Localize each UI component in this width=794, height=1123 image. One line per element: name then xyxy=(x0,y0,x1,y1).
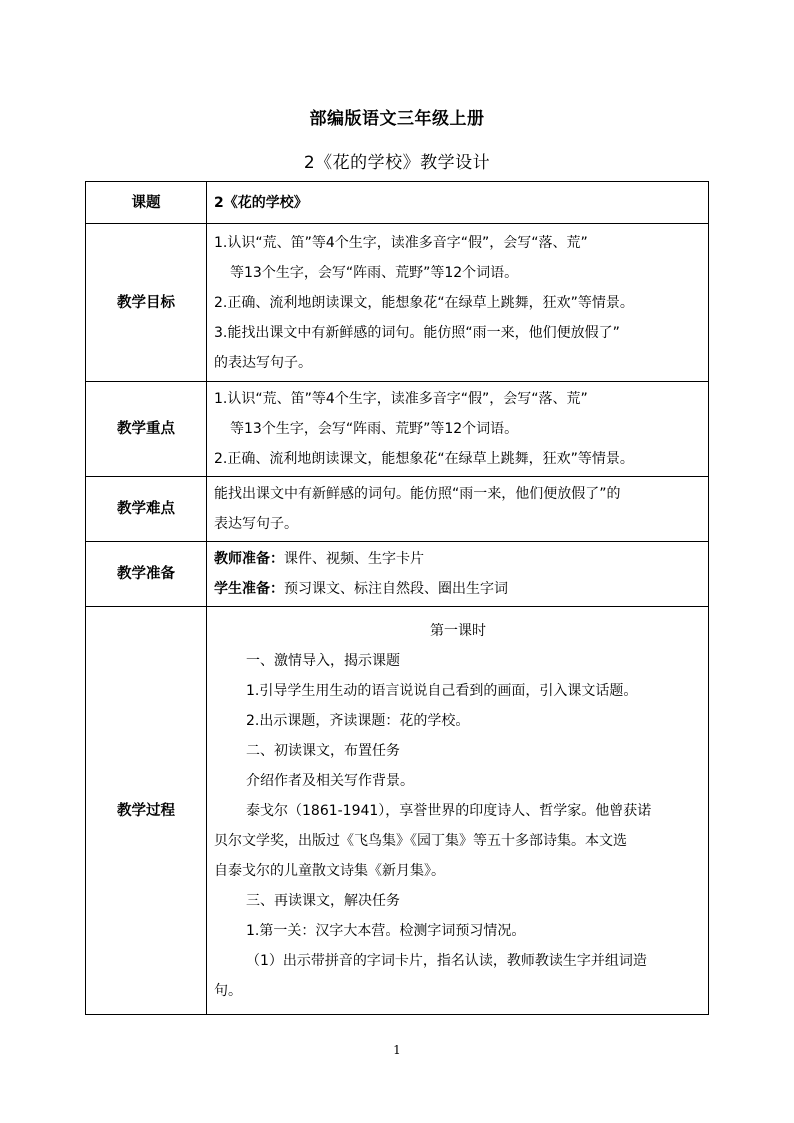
row-label-topic: 课题 xyxy=(86,182,207,224)
row-value-goals xyxy=(207,224,709,382)
process-line: 2.出示课题，齐读课题：花的学校。 xyxy=(246,712,470,729)
table-row-preparation xyxy=(86,542,709,607)
process-line: 一、激情导入，揭示课题 xyxy=(246,652,400,669)
teacher-preparation xyxy=(214,544,702,574)
process-line: 自泰戈尔的儿童散文诗集《新月集》。 xyxy=(214,862,445,879)
document-title: 部编版语文三年级上册 xyxy=(309,109,485,129)
goals-line: 的表达写句子。 xyxy=(214,354,312,371)
key-points-line: 1.认识“荒、笛”等4个生字，读准多音字“假”，会写“落、荒” xyxy=(214,391,588,407)
table-row-process xyxy=(86,607,709,1015)
process-line: （1）出示带拼音的字词卡片，指名认读，教师教读生字并组词造 xyxy=(246,952,647,969)
table-row-goals xyxy=(86,224,709,382)
goals-line: 2.正确、流利地朗读课文，能想象花“在绿草上跳舞，狂欢”等情景。 xyxy=(214,294,634,311)
process-line: 泰戈尔（1861-1941），享誉世界的印度诗人、哲学家。他曾获诺 xyxy=(246,802,652,819)
teacher-preparation-label: 教师准备： xyxy=(214,551,284,567)
row-label-key-points: 教学重点 xyxy=(86,382,207,477)
topic-value: 2《花的学校》 xyxy=(214,194,308,211)
lesson-period-heading: 第一课时 xyxy=(430,622,486,639)
student-preparation-label: 学生准备： xyxy=(214,581,284,597)
lesson-plan-table xyxy=(85,181,709,1015)
process-line: 二、初读课文，布置任务 xyxy=(246,742,400,759)
row-value-topic xyxy=(207,182,709,224)
process-line: 句。 xyxy=(214,982,242,999)
student-preparation-value: 预习课文、标注自然段、圈出生字词 xyxy=(284,581,508,597)
process-line: 1.第一关：汉字大本营。检测字词预习情况。 xyxy=(246,922,526,939)
goals-line: 1.认识“荒、笛”等4个生字，读准多音字“假”，会写“落、荒” xyxy=(214,234,588,251)
document-subtitle: 2《花的学校》教学设计 xyxy=(303,153,491,173)
process-line: 1.引导学生用生动的语言说说自己看到的画面，引入课文话题。 xyxy=(246,682,638,699)
row-label-process: 教学过程 xyxy=(86,607,207,1015)
difficulties-line: 能找出课文中有新鲜感的词句。能仿照“雨一来，他们便放假了”的 xyxy=(214,486,621,502)
table-row-topic xyxy=(86,182,709,224)
page-number: 1 xyxy=(393,1043,401,1057)
key-points-line: 等13个生字，会写“阵雨、荒野”等12个词语。 xyxy=(230,421,519,437)
row-label-goals: 教学目标 xyxy=(86,224,207,382)
table-row-difficulties xyxy=(86,477,709,542)
row-value-key-points xyxy=(207,382,709,477)
row-label-preparation: 教学准备 xyxy=(86,542,207,607)
goals-line: 3.能找出课文中有新鲜感的词句。能仿照“雨一来，他们便放假了” xyxy=(214,324,620,341)
row-value-difficulties xyxy=(207,477,709,542)
goals-line: 等13个生字，会写“阵雨、荒野”等12个词语。 xyxy=(230,264,519,281)
teacher-preparation-value: 课件、视频、生字卡片 xyxy=(284,551,424,567)
process-line: 贝尔文学奖，出版过《飞鸟集》《园丁集》等五十多部诗集。本文选 xyxy=(214,832,627,849)
difficulties-line: 表达写句子。 xyxy=(214,516,298,532)
process-line: 三、再读课文，解决任务 xyxy=(246,892,400,909)
row-label-difficulties: 教学难点 xyxy=(86,477,207,542)
row-value-preparation xyxy=(207,542,709,607)
table-row-key-points xyxy=(86,382,709,477)
key-points-line: 2.正确、流利地朗读课文，能想象花“在绿草上跳舞，狂欢”等情景。 xyxy=(214,451,634,467)
row-value-process xyxy=(207,607,709,1015)
student-preparation xyxy=(214,574,702,604)
process-line: 介绍作者及相关写作背景。 xyxy=(246,772,414,789)
